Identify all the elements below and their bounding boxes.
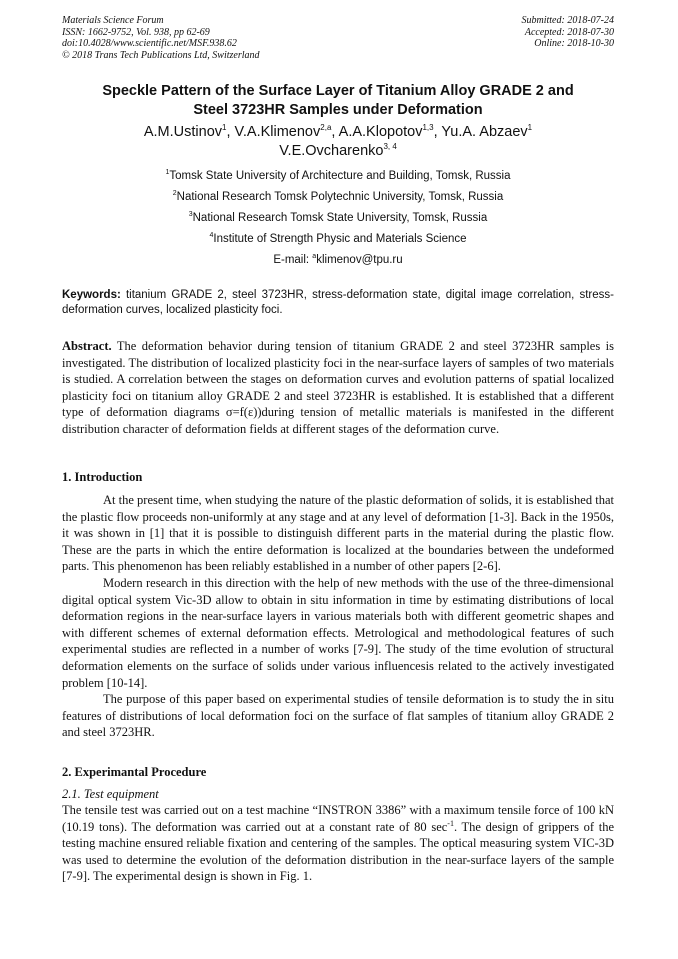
keywords [62,288,614,317]
abstract [62,338,614,438]
paragraph: The purpose of this paper based on experimental studies of tensile deformation is to study the in situ features of distributions of local deformation foci on the surface of flat samples of titanium alloy GRADE 2 and steel 3723HR. [62,692,614,740]
author-name: A.A.Klopotov [338,124,423,140]
journal-header-left [62,15,260,61]
section-heading-procedure: 2. Experimantal Procedure [62,765,207,779]
affiliation-4: $^4$Institute of Strength Physic and Materials Science [209,232,467,245]
author-name: A.M.Ustinov [143,124,223,140]
abstract-text: The deformation behavior during tension of titanium GRADE 2 and steel 3723HR samples is investigated. The distribution of localized plasticity foci in the near-surface layers of samples of two materials is studied. A correlation between the stages on deformation curves and evolution patterns of spatial localized plasticity foci on titanium alloy GRADE 2 and steel 3723HR is established. It is established that a different type of deformation diagrams σ=f(ε))during tension of metallic materials is manifested in the different distribution character of deformation fields at different stages of the deformation curve. [62,339,614,436]
affiliation-2: $^2$National Research Tomsk Polytechnic University, Tomsk, Russia [172,190,504,203]
subsection-heading-test-equipment: 2.1. Test equipment [62,787,159,801]
title-line-2: Steel 3723HR Samples under Deformation [193,102,483,118]
introduction-body [62,492,614,741]
affiliation-3: $^3$National Research Tomsk State University, Tomsk, Russia [188,211,488,224]
author-name: V.A.Klimenov [234,124,321,140]
affiliation-1: $^1$Tomsk State University of Architecture and Building, Tomsk, Russia [165,169,511,182]
online-date: Online: 2018-10-30 [534,38,614,49]
issn-line: ISSN: 1662-9752, Vol. 938, pp 62-69 [62,26,210,38]
submitted-date: Submitted: 2018-07-24 [521,15,614,26]
test-equipment-paragraph: The tensile test was carried out on a test machine “INSTRON 3386” with a maximum tensile force of 100 kN (10.19 tons). The deformation was carried out at a constant rate of 80 $\sec^{-1}$. The design of grippers of the testing machine ensured reliable fixation and centering of the samples. The optical measuring system VIC-3D was used to determine the evolution of the deformation distribution in the near-surface layers of the sample [7-9]. The experimental design is shown in Fig. 1. [62,803,614,884]
paragraph: At the present time, when studying the nature of the plastic deformation of solids, it is established that the plastic flow proceeds non-uniformly at any stage and at any level of deformation [1-3]. Back in the 1950s, it was shown in [1] that it is possible to distinguish different parts in the material during the plastic flow. These are the parts in which the entire deformation is localized at the boundaries between the undeformed parts. This phenomenon has been reliably established in a number of other papers [2-6]. [62,493,614,574]
title-line-1: Speckle Pattern of the Surface Layer of Titanium Alloy GRADE 2 and [102,83,574,99]
author-name: Yu.A. Abzaev [441,124,528,140]
author-list [62,123,614,161]
author-affil-sup: 1,3 [422,123,434,133]
author-name: V.E.Ovcharenko [279,143,384,159]
doi-line: doi:10.4028/www.scientific.net/MSF.938.62 [62,38,237,49]
author-line-2 [62,142,614,161]
paper-title [62,82,614,120]
journal-name: Materials Science Forum [62,15,164,26]
paragraph: Modern research in this direction with the help of new methods with the use of the three-dimensional digital optical system Vic-3D allow to obtain in situ information in time by estimating distributions of local deformation regions in the near-surface layers in various materials both with different geometric shapes and with different schemes of external deformation effects. Metrological and methodological features of such experimental studies are reflected in a number of works [7-9]. The study of the time evolution of structural deformation elements on the surface of solids under various influencesis related to the actively investigated problem [10-14]. [62,575,614,690]
author-affil-sup: 2,a [320,123,332,133]
email-address[interactable]: klimenov@tpu.ru [316,254,403,266]
section-heading-introduction: 1. Introduction [62,470,143,484]
affiliations [62,166,614,271]
accepted-date: Accepted: 2018-07-30 [524,26,614,38]
abstract-label: Abstract. [62,339,112,353]
author-affil-sup: 3, 4 [383,142,397,152]
email-line: E-mail: $^a$klimenov@tpu.ru [273,253,403,266]
journal-header-right [522,15,615,50]
keywords-label: Keywords: [62,289,121,301]
copyright-line: © 2018 Trans Tech Publications Ltd, Switzerland [62,49,260,61]
keywords-text: titanium GRADE 2, steel 3723HR, stress-deformation state, digital image correlation, stress-deformation curves, localized plasticity foci. [62,289,614,316]
author-affil-sup: 1 [527,123,533,133]
author-line-1: A.M.Ustinov$^1$, V.A.Klimenov$^{2,a}$, A.A.Klopotov$^{1,3}$, Yu.A. Abzaev$^1$ [143,123,533,140]
author-affil-sup: 1 [222,123,227,133]
